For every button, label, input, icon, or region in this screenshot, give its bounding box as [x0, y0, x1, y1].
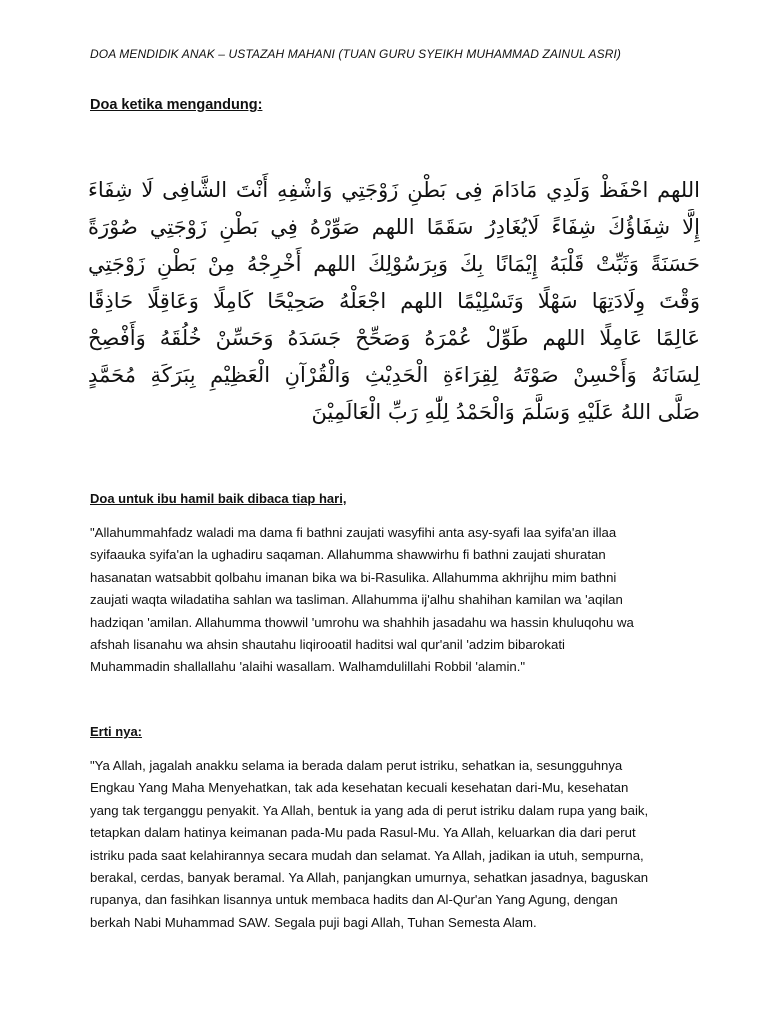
heading-erti-nya: Erti nya:	[90, 724, 143, 739]
translation-line: "Ya Allah, jagalah anakku selama ia berada dalam perut istriku, sehatkan ia, sesungguhnya	[90, 758, 623, 773]
arabic-line: اللهم احْفَظْ وَلَدِي مَادَامَ فِى بَطْنِ زَوْجَتِي وَاشْفِهِ أَنْتَ الشَّافِى لَا شِفَاءَ	[88, 178, 700, 202]
translation-line: yang tak terganggu penyakit. Ya Allah, bentuk ia yang ada di perut istriku dalam rupa yang baik,	[90, 802, 649, 818]
transliteration-line: afshah lisanahu wa ahsin shautahu liqirooatil haditsi wal qur'anil 'adzim bibarokati	[90, 637, 565, 653]
heading-doa-ibu-hamil: Doa untuk ibu hamil baik dibaca tiap hari,	[90, 491, 347, 506]
transliteration-paragraph	[90, 522, 690, 679]
translation-paragraph	[90, 755, 690, 934]
translation-line: istriku pada saat kelahirannya secara mudah dan selamat. Ya Allah, jadikan ia utuh, sempurna,	[90, 847, 644, 863]
transliteration-line: "Allahummahfadz waladi ma dama fi bathni zaujati wasyfihi anta asy-syafi laa syifa'an illaa	[90, 525, 617, 540]
arabic-line: حَسَنَةً وَثَبِّتْ قَلْبَهُ إِيْمَانًا بِكَ وَبِرَسُوْلِكَ اللهم أَخْرِجْهُ مِنْ بَطْنِ زَوْجَتِي	[88, 252, 700, 276]
transliteration-line: Muhammadin shallallahu 'alaihi wasallam. Walhamdulillahi Robbil 'alamin."	[90, 659, 526, 675]
arabic-line: وَقْتَ وِلَادَتِهَا سَهْلًا وَتَسْلِيْمًا اللهم اجْعَلْهُ صَحِيْحًا كَامِلًا وَعَاقِلًا حَاذِقًا	[88, 289, 700, 313]
heading-doa-mengandung: Doa ketika mengandung:	[90, 97, 263, 113]
translation-line: Engkau Yang Maha Menyehatkan, tak ada kesehatan kecuali kesehatan dari-Mu, kesehatan	[90, 780, 629, 796]
translation-line: berakal, cerdas, banyak beramal. Ya Allah, panjangkan umurnya, sehatkan jasadnya, baguskan	[90, 870, 649, 886]
arabic-line: صَلَّى اللهُ عَلَيْهِ وَسَلَّمَ وَالْحَمْدُ لِلّٰهِ رَبِّ الْعَالَمِيْنَ	[311, 400, 700, 424]
translation-line: rupanya, dan fasihkan lisannya untuk membaca hadits dan Al-Qur'an Yang Agung, dengan	[90, 892, 618, 908]
document-header: DOA MENDIDIK ANAK – USTAZAH MAHANI (TUAN GURU SYEIKH MUHAMMAD ZAINUL ASRI)	[90, 47, 622, 61]
transliteration-line: syifaauka syifa'an la ughadiru saqaman. Allahumma shawwirhu fi bathni zaujati shuratan	[90, 547, 606, 563]
transliteration-line: hadziqan 'amilan. Allahumma thowwil 'umrohu wa shahhih jasadahu wa hassin khuluqohu wa	[90, 614, 634, 630]
translation-line: berkah Nabi Muhammad SAW. Segala puji bagi Allah, Tuhan Semesta Alam.	[90, 914, 537, 930]
arabic-line: عَالِمًا عَامِلًا اللهم طَوِّلْ عُمْرَهُ وَصَحِّحْ جَسَدَهُ وَحَسِّنْ خُلُقَهُ وَأَفْصِحْ	[88, 326, 700, 350]
translation-line: tetapkan dalam hatinya keimanan pada-Mu pada Rasul-Mu. Ya Allah, keluarkan dia dari perut	[90, 825, 636, 841]
arabic-line: لِسَانَهُ وَأَحْسِنْ صَوْتَهُ لِقِرَاءَةِ الْحَدِيْثِ وَالْقُرْآنِ الْعَظِيْمِ بِبَرَكَةِ مُحَمَّدٍ	[88, 363, 700, 387]
transliteration-line: zaujati waqta wiladatiha sahlan wa tasliman. Allahumma ij'alhu shahihan kamilan wa 'aqilan	[90, 592, 623, 608]
transliteration-line: hasanatan watsabbit qolbahu imanan bika wa bi-Rasulika. Allahumma akhrijhu mim bathni	[90, 569, 617, 585]
arabic-line: إِلَّا شِفَاؤُكَ شِفَاءً لَايُغَادِرُ سَقَمًا اللهم صَوِّرْهُ فِي بَطْنِ زَوْجَتِي صُوْرَةً	[88, 215, 700, 239]
arabic-prayer-text	[88, 172, 700, 431]
